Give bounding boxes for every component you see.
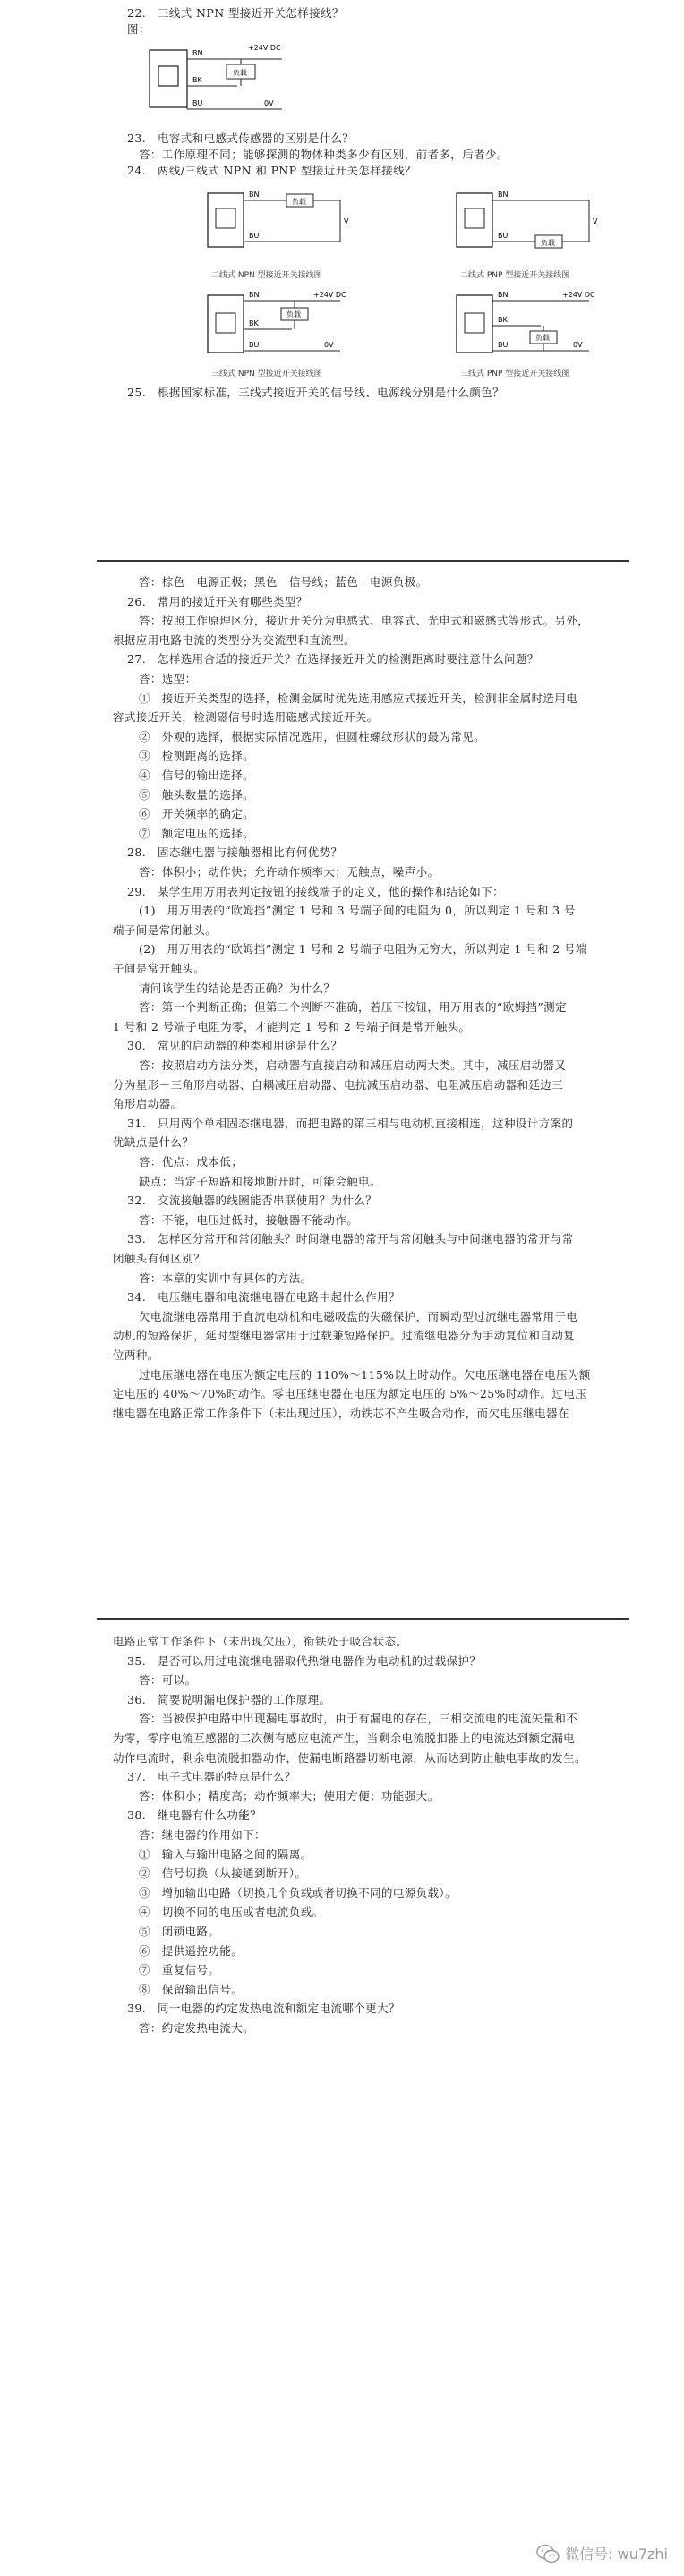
text-line: 端子间是常闭触头。 xyxy=(113,922,218,937)
text-line: 为零，零序电流互感器的二次侧有感应电流产生，当剩余电流脱扣器上的电流达到额定漏电 xyxy=(113,1731,576,1745)
caption-three-wire-pnp: 三线式 PNP 型接近开关接线图 xyxy=(460,370,570,378)
svg-text:BK: BK xyxy=(498,316,508,324)
text-line: ① 接近开关类型的选择，检测金属时优先选用感应式接近开关，检测非金属时选用电 xyxy=(139,691,578,705)
text-line: 根据应用电路电流的类型分为交流型和直流型。 xyxy=(113,633,355,647)
svg-text:负载: 负载 xyxy=(292,198,306,206)
text-line: 答：体积小；动作快；允许动作频率大；无触点，噪声小。 xyxy=(139,865,440,879)
text-line: 闭触头有何区别？ xyxy=(113,1252,206,1265)
text-line: 动作电流时，剩余电流脱扣器动作，使漏电断路器切断电源，从而达到防止触电事故的发生。 xyxy=(113,1750,586,1764)
question-23: 23. 电容式和电感式传感器的区别是什么？ xyxy=(127,132,355,145)
text-line: 答：继电器的作用如下： xyxy=(139,1828,266,1841)
text-line: ⑤ 闭锁电路。 xyxy=(139,1925,220,1938)
text-line: 答：棕色－电源正极；黑色－信号线；蓝色－电源负极。 xyxy=(139,575,428,589)
question-25: 25. 根据国家标准，三线式接近开关的信号线、电源线分别是什么颜色？ xyxy=(127,386,504,399)
svg-text:+24V DC: +24V DC xyxy=(248,44,281,52)
svg-text:BN: BN xyxy=(192,49,203,57)
svg-text:BU: BU xyxy=(498,232,509,240)
svg-text:BN: BN xyxy=(249,291,260,299)
svg-text:BK: BK xyxy=(249,319,259,327)
page-2 xyxy=(0,569,684,1618)
text-line: 39. 同一电器的约定发热电流和额定电流哪个更大？ xyxy=(127,2002,400,2016)
two-wire-npn-diagram xyxy=(206,186,358,270)
svg-text:BN: BN xyxy=(249,191,260,199)
text-line: 答：当被保护电路中出现漏电事故时，由于有漏电的存在，三相交流电的电流矢量和不 xyxy=(139,1712,578,1726)
text-line: ① 输入与输出电路之间的隔离。 xyxy=(139,1847,312,1861)
text-line: 容式接近开关，检测磁信号时选用磁感式接近开关。 xyxy=(113,710,379,725)
text-line: 请问该学生的结论是否正确？为什么？ xyxy=(139,981,336,995)
text-line: 答：第一个判断正确；但第二个判断不准确，若压下按钮，用万用表的“欧姆挡”测定 xyxy=(139,1000,567,1015)
text-line: 26. 常用的接近开关有哪些类型？ xyxy=(127,594,308,608)
svg-text:BU: BU xyxy=(249,341,260,349)
text-line: 答：优点：成本低； xyxy=(139,1155,244,1169)
text-line: 继电器在电路正常工作条件下（未出现过压），动铁芯不产生吸合动作，而欠电压继电器在 xyxy=(113,1406,569,1420)
text-line: (2) 用万用表的“欧姆挡”测定 1 号和 2 号端子电阻为无穷大，所以判定 1 号和 2 号端 xyxy=(139,942,587,956)
svg-text:BK: BK xyxy=(192,76,202,84)
text-line: ④ 切换不同的电压或者电流负载。 xyxy=(139,1905,324,1919)
text-line: 答：按照工作原理区分，接近开关分为电感式、电容式、光电式和磁感式等形式。另外， xyxy=(139,614,590,628)
text-line: 35. 是否可以用过电流继电器取代热继电器作为电动机的过载保护？ xyxy=(127,1654,482,1668)
text-line: 答：不能，电压过低时，接触器不能动作。 xyxy=(139,1212,359,1227)
watermark xyxy=(536,2543,668,2563)
text-line: ⑤ 触头数量的选择。 xyxy=(139,787,255,802)
question-22: 22. 三线式 NPN 型接近开关怎样接线？ xyxy=(127,6,344,20)
text-line: 答：本章的实训中有具体的方法。 xyxy=(139,1271,312,1285)
text-line: 角形启动器。 xyxy=(113,1097,183,1111)
svg-text:BU: BU xyxy=(192,99,203,107)
text-line: 优缺点是什么？ xyxy=(113,1135,194,1150)
text-line: 答：可以。 xyxy=(139,1673,197,1688)
text-line: ⑦ 重复信号。 xyxy=(139,1963,220,1977)
page-divider xyxy=(97,560,629,562)
question-24: 24. 两线/三线式 NPN 和 PNP 型接近开关怎样接线？ xyxy=(127,164,416,177)
text-line: 1 号和 2 号端子电阻为零，才能判定 1 号和 2 号端子间是常开触头。 xyxy=(113,1019,471,1033)
text-line: 位两种。 xyxy=(113,1348,159,1362)
svg-text:BN: BN xyxy=(498,191,509,199)
text-line: 答：选型： xyxy=(139,672,197,685)
svg-text:BN: BN xyxy=(498,291,509,299)
text-line: 31. 只用两个单相固态继电器，而把电路的第三相与电动机直接相连，这种设计方案的 xyxy=(127,1116,574,1130)
svg-text:BU: BU xyxy=(249,232,260,240)
text-line: 38. 继电器有什么功能？ xyxy=(127,1808,262,1823)
text-line: ③ 增加输出电路（切换几个负载或者切换不同的电源负载）。 xyxy=(139,1885,457,1900)
text-line: (1) 用万用表的“欧姆挡”测定 1 号和 3 号端子间的电阻为 0，所以判定 1 号和 3 号 xyxy=(139,904,576,918)
text-line: 答：按照启动方法分类，启动器有直接启动和减压启动两大类。其中，减压启动器又 xyxy=(139,1058,567,1072)
watermark-label: 微信号: wu7zhi xyxy=(565,2546,668,2563)
text-line: 32. 交流接触器的线圈能否串联使用？为什么？ xyxy=(127,1194,378,1208)
figure-caption: 图： xyxy=(127,22,150,36)
svg-text:0V: 0V xyxy=(573,341,583,349)
svg-text:V: V xyxy=(593,217,598,225)
text-line: ⑥ 开关频率的确定。 xyxy=(139,807,255,821)
svg-text:0V: 0V xyxy=(264,99,274,107)
page-divider xyxy=(97,1618,629,1620)
text-line: 子间是常开触头。 xyxy=(113,962,206,975)
load-label: 负载 xyxy=(233,69,247,77)
text-line: ⑦ 额定电压的选择。 xyxy=(139,826,255,840)
svg-text:负载: 负载 xyxy=(541,239,555,247)
wechat-icon xyxy=(536,2544,560,2563)
page-1 xyxy=(0,0,684,564)
caption-two-wire-npn: 二线式 NPN 型接近开关接线图 xyxy=(211,271,322,280)
svg-text:负载: 负载 xyxy=(286,310,301,319)
two-wire-pnp-diagram xyxy=(455,186,607,270)
text-line: 分为星形－三角形启动器、自耦减压启动器、电抗减压启动器、电阻减压启动器和延边三 xyxy=(113,1077,564,1092)
text-line: 33. 怎样区分常开和常闭触头？时间继电器的常开与常闭触头与中间继电器的常开与常 xyxy=(127,1232,574,1246)
svg-text:BU: BU xyxy=(498,341,509,349)
three-wire-npn-diagram-2 xyxy=(206,286,363,370)
text-line: 37. 电子式电器的特点是什么？ xyxy=(127,1770,296,1784)
text-line: ② 信号切换（从接通到断开）。 xyxy=(139,1866,307,1881)
text-line: 动机的短路保护，延时型继电器常用于过载兼短路保护。过流继电器分为手动复位和自动复 xyxy=(113,1329,576,1343)
text-line: ⑥ 提供遥控功能。 xyxy=(139,1943,244,1958)
svg-text:+24V DC: +24V DC xyxy=(562,291,595,299)
three-wire-npn-diagram xyxy=(148,38,300,131)
text-line: ④ 信号的输出选择。 xyxy=(139,769,255,782)
text-line: 34. 电压继电器和电流继电器在电路中起什么作用？ xyxy=(127,1290,400,1305)
text-line: ③ 检测距离的选择。 xyxy=(139,749,255,763)
page-3 xyxy=(0,1618,684,2576)
svg-text:负载: 负载 xyxy=(535,334,550,342)
three-wire-pnp-diagram xyxy=(455,286,611,370)
text-line: 过电压继电器在电压为额定电压的 110%～115%以上时动作。欠电压继电器在电压为额 xyxy=(139,1367,591,1382)
svg-text:0V: 0V xyxy=(324,341,334,349)
text-line: 30. 常见的启动器的种类和用途是什么？ xyxy=(127,1039,343,1053)
text-line: 答：约定发热电流大。 xyxy=(139,2021,255,2035)
caption-two-wire-pnp: 二线式 PNP 型接近开关接线图 xyxy=(460,271,570,280)
text-line: 缺点：当定子短路和接地断开时，可能会触电。 xyxy=(139,1174,381,1188)
text-line: 定电压的 40%～70%时动作。零电压继电器在电压为额定电压的 5%～25%时动作。过电压 xyxy=(113,1387,587,1401)
text-line: 29. 某学生用万用表判定按钮的接线端子的定义，他的操作和结论如下： xyxy=(127,884,504,898)
text-line: 28. 固态继电器与接触器相比有何优势？ xyxy=(127,846,343,860)
text-line: 答：体积小；精度高；动作频率大；使用方便；功能强大。 xyxy=(139,1789,440,1803)
svg-text:+24V DC: +24V DC xyxy=(313,291,346,299)
text-line: 欠电流继电器常用于直流电动机和电磁吸盘的失磁保护，而瞬动型过流继电器常用于电 xyxy=(139,1309,578,1323)
text-line: 36. 简要说明漏电保护器的工作原理。 xyxy=(127,1692,331,1706)
text-line: ② 外观的选择，根据实际情况选用，但圆柱螺纹形状的最为常见。 xyxy=(139,729,486,744)
text-line: ⑧ 保留输出信号。 xyxy=(139,1982,244,1996)
text-line: 27. 怎样选用合适的接近开关？在选择接近开关的检测距离时要注意什么问题？ xyxy=(127,652,539,667)
caption-three-wire-npn: 三线式 NPN 型接近开关接线图 xyxy=(211,370,322,378)
svg-text:V: V xyxy=(344,217,349,225)
text-line: 电路正常工作条件下（未出现欠压），衔铁处于吸合状态。 xyxy=(113,1635,408,1648)
answer-23: 答：工作原理不同；能够探测的物体种类多少有区别，前者多，后者少。 xyxy=(139,148,509,161)
